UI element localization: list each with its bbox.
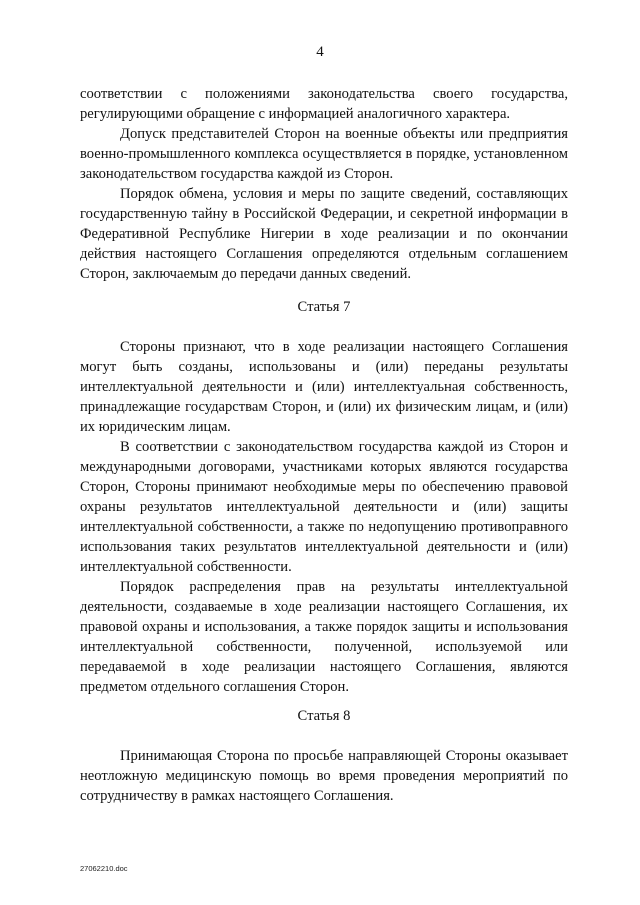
- paragraph: Допуск представителей Сторон на военные объекты или предприятия военно-промышленного комплекса осуществляется в порядке, установленном законодательством государства каждой из Сторон.: [80, 126, 568, 182]
- article-8-heading: Статья 8: [297, 708, 351, 724]
- continued-text-block: [80, 84, 568, 284]
- paragraph: Порядок распределения прав на результаты интеллектуальной деятельности, создаваемые в ходе реализации настоящего Соглашения, их правовой охраны и использования, а также порядок защиты и использования интеллектуальной собственности, полученной, используемой или передаваемой в ходе реализации настоящего Соглашения, являются предметом отдельного соглашения Сторон.: [80, 579, 568, 695]
- paragraph: Порядок обмена, условия и меры по защите сведений, составляющих государственную тайну в Российской Федерации, и секретной информации в Федеративной Республике Нигерии в ходе реализации и по окончании действия настоящего Соглашения определяются отдельным соглашением Сторон, заключаемым до передачи данных сведений.: [80, 186, 568, 282]
- paragraph: В соответствии с законодательством государства каждой из Сторон и международными договорами, участниками которых являются государства Сторон, Стороны принимают необходимые меры по обеспечению правовой охраны результатов интеллектуальной деятельности и (или) защиты интеллектуальной собственности, а также по недопущению противоправного использования таких результатов интеллектуальной деятельности и (или) интеллектуальной собственности.: [80, 439, 568, 575]
- article-7-heading: Статья 7: [297, 299, 351, 315]
- file-name-footer: 27062210.doc: [80, 864, 128, 873]
- paragraph: Принимающая Сторона по просьбе направляющей Стороны оказывает неотложную медицинскую помощь во время проведения мероприятий по сотрудничеству в рамках настоящего Соглашения.: [80, 748, 568, 804]
- page-number: 4: [316, 44, 324, 60]
- paragraph: Стороны признают, что в ходе реализации настоящего Соглашения могут быть созданы, использованы и (или) переданы результаты интеллектуальной деятельности и (или) интеллектуальная собственность, принадлежащие государствам Сторон, и (или) их физическим лицам, и (или) их юридическим лицам.: [80, 339, 568, 435]
- paragraph: соответствии с положениями законодательства своего государства, регулирующими обращение с информацией аналогичного характера.: [80, 86, 568, 122]
- article-8-body: [80, 746, 568, 806]
- article-7-body: [80, 337, 568, 697]
